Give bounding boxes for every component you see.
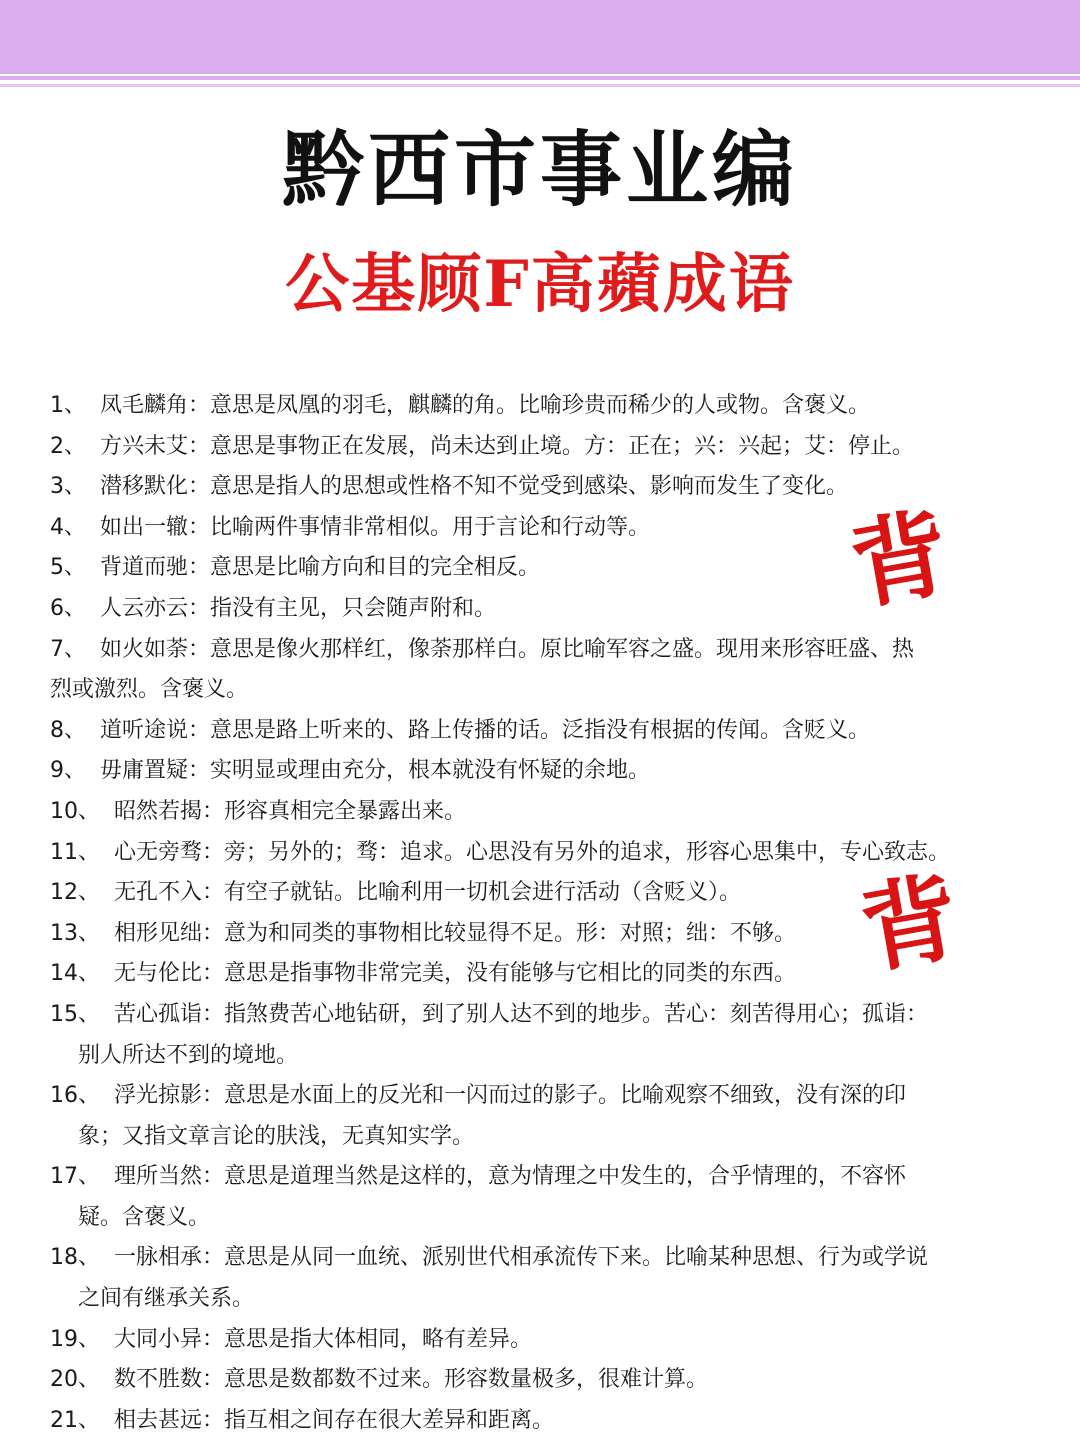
item-text: 道听途说：意思是路上听来的、路上传播的话。泛指没有根据的传闻。含贬义。 [99,717,870,743]
item-number: 7、 [50,636,100,662]
list-item [50,508,1040,549]
item-text-continued: 象；又指文章言论的肤浅，无真知实学。 [78,1123,475,1149]
item-text: 心无旁骛：旁；另外的；骛：追求。心思没有另外的追求，形容心思集中，专心致志。 [113,839,950,865]
list-item [50,589,1040,630]
item-number: 19、 [50,1326,114,1352]
item-text-continued: 烈或激烈。含褒义。 [50,677,249,703]
list-item-continuation [50,1198,1040,1239]
item-text: 如出一辙：比喻两件事情非常相似。用于言论和行动等。 [99,514,650,540]
item-number: 9、 [50,758,100,784]
item-text: 背道而驰：意思是比喻方向和目的完全相反。 [99,555,540,581]
item-number: 8、 [50,717,100,743]
item-text: 昭然若揭：形容真相完全暴露出来。 [113,798,466,824]
list-item-continuation [50,1117,1040,1158]
item-number: 6、 [50,595,100,621]
item-number: 2、 [50,433,100,459]
memorize-stamp-2: 背 [852,859,967,988]
item-number: 15、 [50,1001,114,1027]
item-text: 数不胜数：意思是数都数不过来。形容数量极多，很难计算。 [113,1367,708,1393]
item-number: 17、 [50,1164,114,1190]
item-text: 方兴未艾：意思是事物正在发展，尚未达到止境。方：正在；兴：兴起；艾：停止。 [99,433,914,459]
list-item [50,873,1040,914]
item-text: 凤毛麟角：意思是凤凰的羽毛，麒麟的角。比喻珍贵而稀少的人或物。含褒义。 [99,393,870,418]
item-number: 20、 [50,1367,114,1393]
list-item-continuation [50,1036,1040,1077]
list-item [50,995,1040,1036]
item-text: 理所当然：意思是道理当然是这样的，意为情理之中发生的，合乎情理的，不容怀 [113,1164,906,1190]
item-text: 浮光掠影：意思是水面上的反光和一闪而过的影子。比喻观察不细致，没有深的印 [113,1083,906,1109]
list-item [50,792,1040,833]
item-number: 11、 [50,839,114,865]
list-item [50,751,1040,792]
item-text: 毋庸置疑：实明显或理由充分，根本就没有怀疑的余地。 [99,758,650,784]
list-item [50,1360,1040,1401]
item-text: 无与伦比：意思是指事物非常完美，没有能够与它相比的同类的东西。 [113,961,796,987]
item-text: 相去甚远：指互相之间存在很大差异和距离。 [113,1407,554,1433]
list-item [50,467,1040,508]
list-item [50,386,1040,427]
item-number: 16、 [50,1083,114,1109]
item-number: 4、 [50,514,100,540]
list-item [50,1076,1040,1117]
item-number: 21、 [50,1407,114,1433]
item-text-continued: 疑。含褒义。 [78,1204,211,1230]
list-item [50,1320,1040,1361]
page-subtitle: 公基顾F高蘋成语 [285,247,795,322]
item-text: 无孔不入：有空子就钻。比喻利用一切机会进行活动（含贬义）。 [113,880,741,906]
item-number: 14、 [50,961,114,987]
list-item [50,630,1040,671]
list-item-continuation [50,670,1040,711]
item-text-continued: 之间有继承关系。 [78,1286,255,1312]
list-item-continuation [50,1279,1040,1320]
list-item [50,1238,1040,1279]
item-text: 相形见绌：意为和同类的事物相比较显得不足。形：对照；绌：不够。 [113,920,796,946]
top-divider-thin [0,84,1080,87]
memorize-stamp-1: 背 [842,495,957,624]
item-number: 5、 [50,555,100,581]
item-number: 10、 [50,798,114,824]
idiom-list [50,386,1040,1441]
item-text: 潜移默化：意思是指人的思想或性格不知不觉受到感染、影响而发生了变化。 [99,474,848,500]
list-item [50,548,1040,589]
item-number: 3、 [50,474,100,500]
item-text: 苦心孤诣：指煞费苦心地钻研，到了别人达不到的地步。苦心：刻苦得用心；孤诣： [113,1001,928,1027]
item-text: 人云亦云：指没有主见，只会随声附和。 [99,595,496,621]
list-item [50,833,1040,874]
item-text: 如火如荼：意思是像火那样红，像荼那样白。原比喻军容之盛。现用来形容旺盛、热 [99,636,914,662]
item-number: 18、 [50,1245,114,1271]
list-item [50,954,1040,995]
list-item [50,1157,1040,1198]
top-banner [0,0,1080,74]
item-text: 一脉相承：意思是从同一血统、派别世代相承流传下来。比喻某种思想、行为或学说 [113,1245,928,1271]
list-item [50,1401,1040,1442]
item-number: 13、 [50,920,114,946]
list-item [50,711,1040,752]
page-title: 黔西市事业编 [281,122,798,218]
top-divider [0,76,1080,80]
item-text: 大同小异：意思是指大体相同，略有差异。 [113,1326,532,1352]
list-item [50,427,1040,468]
item-number: 1、 [50,393,100,418]
list-item [50,914,1040,955]
item-number: 12、 [50,880,114,906]
item-text-continued: 别人所达不到的境地。 [78,1042,299,1068]
